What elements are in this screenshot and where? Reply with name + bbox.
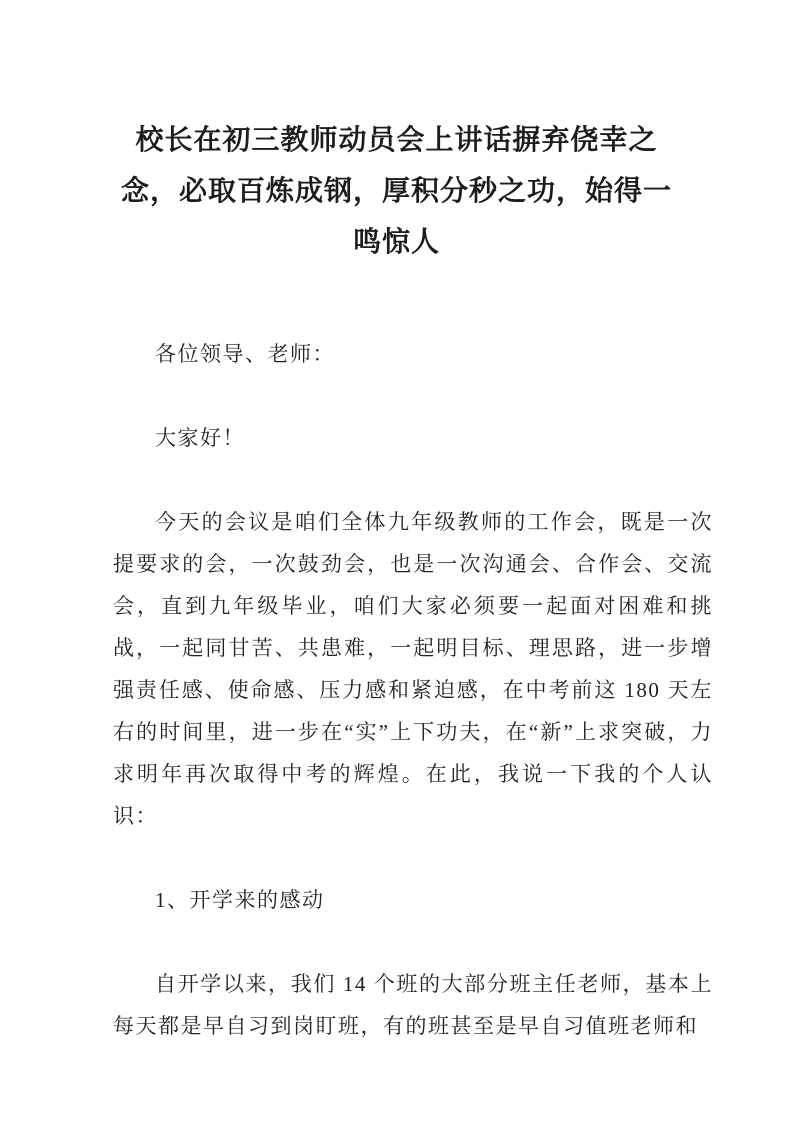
title-line-1: 校长在初三教师动员会上讲话摒弃侥幸之: [135, 125, 658, 156]
greeting-paragraph: 大家好！: [155, 426, 245, 450]
title-line-3: 鸣惊人: [352, 227, 440, 258]
title-line-2: 念，必取百炼成钢，厚积分秒之功，始得一: [120, 176, 672, 207]
document-title: [67, 115, 727, 268]
section-1-paragraph: 自开学以来，我们 14 个班的大部分班主任老师，基本上每天都是早自习到岗盯班，有的班甚至是早自习值班老师和: [113, 972, 713, 1038]
document-body: [113, 333, 713, 1047]
section-heading-1: 1、开学来的感动: [155, 888, 325, 912]
salutation-paragraph: 各位领导、老师：: [155, 342, 335, 366]
intro-paragraph: 今天的会议是咱们全体九年级教师的工作会，既是一次提要求的会，一次鼓劲会，也是一次沟通会、合作会、交流会，直到九年级毕业，咱们大家必须要一起面对困难和挑战，一起同甘苦、共患难，一起明目标、理思路，进一步增强责任感、使命感、压力感和紧迫感，在中考前这 180 天左右的时间里，进一步在“实”上下功夫，在“新”上求突破，力求明年再次取得中考的辉煌。在此，我说一下我的个人认识：: [113, 510, 713, 828]
